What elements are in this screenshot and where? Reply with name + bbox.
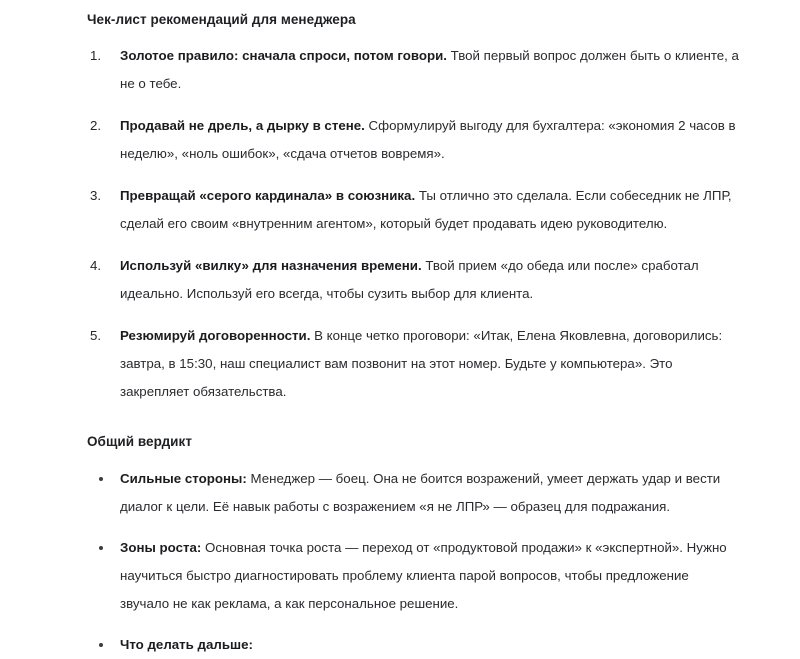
list-item-body: В конце четко проговори: «Итак, Елена Яковлевна, договорились: завтра, в 15:30, наш специалист вам позвонит на этот номер. Будьте у компьютера». Это закрепляет обязательства. xyxy=(120,328,723,399)
bullet-icon xyxy=(99,477,103,481)
list-item xyxy=(87,182,740,238)
list-item-lead: Сильные стороны: xyxy=(120,471,247,486)
list-item-body: Ты отлично это сделала. Если собеседник не ЛПР, сделай его своим «внутренним агентом», который будет продавать идею руководителю. xyxy=(120,188,732,231)
list-item xyxy=(87,42,740,98)
list-item-lead: Используй «вилку» для назначения времени. xyxy=(120,258,422,273)
list-item-lead: Зоны роста: xyxy=(120,540,202,555)
list-item-body: Твой прием «до обеда или после» сработал идеально. Используй его всегда, чтобы сузить выбор для клиента. xyxy=(120,258,699,301)
bullet-icon xyxy=(99,546,103,550)
list-item-number: 5. xyxy=(90,328,102,343)
list-item-lead: Золотое правило: сначала спроси, потом говори. xyxy=(120,48,447,63)
list-item xyxy=(87,112,740,168)
list-item xyxy=(87,322,740,406)
list-item-lead: Превращай «серого кардинала» в союзника. xyxy=(120,188,416,203)
verdict-list xyxy=(87,465,740,659)
checklist xyxy=(87,42,740,406)
list-item-lead: Резюмируй договоренности. xyxy=(120,328,311,343)
list-item-number: 1. xyxy=(90,48,102,63)
list-item-body: Твой первый вопрос должен быть о клиенте, а не о тебе. xyxy=(120,48,739,91)
bullet-icon xyxy=(99,643,103,647)
checklist-heading: Чек-лист рекомендаций для менеджера xyxy=(87,12,356,27)
list-item xyxy=(87,631,740,659)
list-item-body: Менеджер — боец. Она не боится возражений, умеет держать удар и вести диалог к цели. Её навык работы с возражением «я не ЛПР» — образец для подражания. xyxy=(120,471,721,514)
list-item-number: 3. xyxy=(90,188,102,203)
list-item xyxy=(87,465,740,521)
list-item-lead: Продавай не дрель, а дырку в стене. xyxy=(120,118,365,133)
list-item-lead: Что делать дальше: xyxy=(120,637,253,652)
list-item-body: Сформулируй выгоду для бухгалтера: «экономия 2 часов в неделю», «ноль ошибок», «сдача отчетов вовремя». xyxy=(120,118,736,161)
list-item xyxy=(87,252,740,308)
list-item-body: Основная точка роста — переход от «продуктовой продажи» к «экспертной». Нужно научиться быстро диагностировать проблему клиента парой вопросов, чтобы предложение звучало не как реклама, а как персональное решение. xyxy=(120,540,727,611)
verdict-heading: Общий вердикт xyxy=(87,434,193,449)
list-item xyxy=(87,534,740,618)
list-item-number: 2. xyxy=(90,118,102,133)
list-item-number: 4. xyxy=(90,258,102,273)
